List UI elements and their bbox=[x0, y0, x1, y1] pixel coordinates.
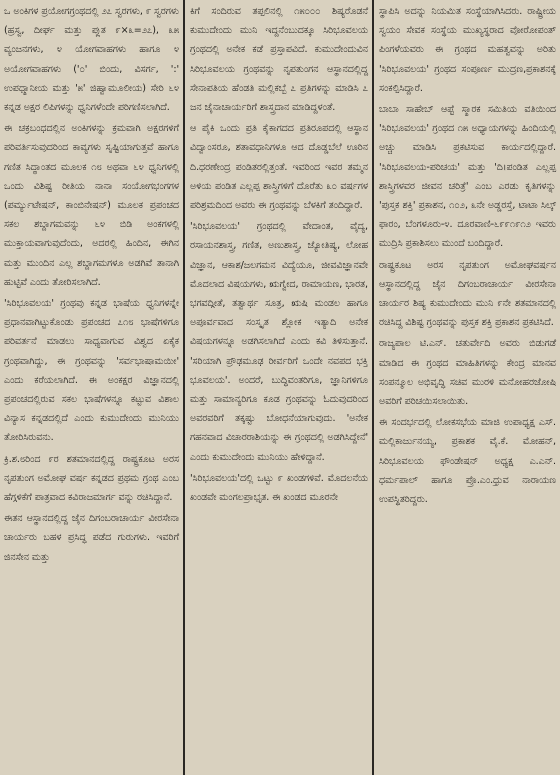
paragraph: ಆ ಪೈಕಿ ಒಂದು ಪ್ರತಿ ಕೈಕಾಗದದ ಪ್ರತಿರೂಪದಲ್ಲಿ ಆಸ್ಥಾನ ವಿದ್ವಾಂಸರೂ, ಶತಾವಧಾನಿಗಳೂ ಆದ ದೊಡ್ಡಬೆಲೆ ಊರಿನ ದಿ.ಧರಣೇಂದ್ರ ಪಂಡಿತರಲ್ಲಿತ್ತಂತೆ. ಇವರಿಂದ ಇವರ ತಮ್ಮನ ಅಳಿಯ ಪಂಡಿತ ಎಲ್ಲಪ್ಪ ಶಾಸ್ತ್ರಿಗಳಿಗೆ ದೊರೆತು ೩೦ ವರ್ಷಗಳ ಪರಿಶ್ರಮದಿಂದ ಅವರು ಈ ಗ್ರಂಥವನ್ನು ಬೆಳಕಿಗೆ ತಂದಿದ್ದಾರೆ. bbox=[190, 123, 368, 212]
article-column-2 bbox=[186, 0, 372, 775]
paragraph: ಒ ಅಂಕಿಗಳ ಪ್ರಯೋಗಗ್ರಂಥದಲ್ಲಿ ೨೭ ಸ್ವರಗಳು, ೯ ಸ್ವರಗಳು (ಹ್ರಸ್ವ, ದೀರ್ಘ ಮತ್ತು ಪ್ಲುತ ೯×೩=೨೭), ೩೫ ವ್ಯಂಜನಗಳು, ೪ ಯೋಗವಾಹಗಳು ಹಾಗೂ ೪ ಅಯೋಗವಾಹಗಳು ('೦' ಬಿಂದು, ವಿಸರ್ಗ, ':' ಉಪಧ್ಮಾನೀಯ ಮತ್ತು '೫' ಜಿಹ್ವಾಮೂಲೀಯ) ಸೇರಿ ೬೪ ಕನ್ನಡ ಅಕ್ಷರ ಲಿಪಿಗಳನ್ನು ಧ್ವನಿಗಳೆಂದೇ ಪರಿಗಣಿಸಲಾಗಿದೆ. bbox=[4, 6, 179, 114]
paragraph: ಕ್ರಿ.ಶ.೮ರಿಂದ ೯ರ ಶತಮಾನದಲ್ಲಿದ್ದ ರಾಷ್ಟ್ರಕೂಟ ಅರಸ ನೃಪತುಂಗ ಅಮೋಘ ವರ್ಷ ಕನ್ನಡದ ಪ್ರಥಮ ಗ್ರಂಥ ಎಂಬ ಹೆಗ್ಗಳಿಕೆಗೆ ಪಾತ್ರವಾದ ಕವಿರಾಜಮಾರ್ಗ ವನ್ನು ರಚಿಸಿದ್ದಾನೆ. bbox=[4, 453, 179, 504]
paragraph: ಕಿಗೆ ಸಂದಿರುವ ತಪ್ಪಲಿನಲ್ಲಿ ೧೫೦೦೦ ಶಿಷ್ಯರೊಡನೆ ಕುಮುದೇಂದು ಮುನಿ ಇದ್ದನೆಂಬುದಕ್ಕೂ ಸಿರಿಭೂವಲಯ ಗ್ರಂಥದಲ್ಲಿ ಅನೇಕ ಕಡೆ ಪ್ರಸ್ತಾಪವಿದೆ. ಕುಮುದೇಂದುವಿನ ಸಿರಿಭೂವಲಯ ಗ್ರಂಥವನ್ನು ನೃಪತುಂಗನ ಆಸ್ಥಾನದಲ್ಲಿದ್ದ ಸೇನಾಪತಿಯ ಹೆಂಡತಿ ಮಲ್ಲಿಕಬ್ಬೆ ೭ ಪ್ರತಿಗಳನ್ನು ಮಾಡಿಸಿ ೭ ಜನ ಜೈನಾಚಾರ್ಯರಿಗೆ ಶಾಸ್ತ್ರದಾನ ಮಾಡಿದ್ದಳಂತೆ. bbox=[190, 6, 368, 114]
article-column-1 bbox=[0, 0, 183, 775]
paragraph: ಈ ಚಕ್ರಬಂಧದಲ್ಲಿನ ಅಂಕಿಗಳನ್ನು ಕ್ರಮವಾಗಿ ಅಕ್ಷರಗಳಿಗೆ ಪರಿವರ್ತಿಸುವುದರಿಂದ ಕಾವ್ಯಗಳು ಸೃಷ್ಟಿಯಾಗುತ್ತವೆ ಹಾಗೂ ಗಣಿತ ಸಿದ್ಧಾಂತದ ಮೂಲಕ ೧೮ ಅಥವಾ ೬೪ ಧ್ವನಿಗಳಲ್ಲಿ ಒಂದು ವಿಶಿಷ್ಟ ರೀತಿಯ ನಾನಾ ಸಂಯೋಗಭಂಗಗಳ (ಪರ್ಮ್ಯುಟೇಷನ್, ಕಾಂಬಿನೇಷನ್) ಮೂಲಕ ಪ್ರಪಂಚದ ಸಕಲ ಶಬ್ದಾಗಮವನ್ನು ೬೪ ಬಿಡಿ ಅಂಕಗಳಲ್ಲಿ ಮುಕ್ತಾಯವಾಗುವುದೆಂದು, ಅದರಲ್ಲಿ ಹಿಂದಿನ, ಈಗಿನ ಮತ್ತು ಮುಂದಿನ ಎಲ್ಲ ಶಬ್ದಾಗಮಗಳೂ ಅಡಗಿವೆ ತಾನಾಗಿ ಹುಟ್ಟಿವೆ ಎಂದು ತೋರಿಸಲಾಗಿದೆ. bbox=[4, 123, 179, 288]
paragraph: 'ಸಿರಿಭೂವಲಯ' ಗ್ರಂಥದಲ್ಲಿ ವೇದಾಂತ, ವೈದ್ಯ, ರಸಾಯನಶಾಸ್ತ್ರ, ಗಣಿತ, ಅಣುಶಾಸ್ತ್ರ, ಜ್ಯೋತಿಷ್ಯ, ಲೋಹ ವಿಜ್ಞಾನ, ಆಕಾಶ/ಜಲಗಮನ ವಿದ್ಯೆಯೂ, ಜೀವವಿಜ್ಞಾನವೇ ಮೊದಲಾದ ವಿಷಯಗಳು, ಋಗ್ವೇದ, ರಾಮಾಯಣ, ಭಾರತ, ಭಗವದ್ಗೀತೆ, ತತ್ವಾರ್ಥ ಸೂತ್ರ, ಋಷಿ ಮಂಡಲ ಹಾಗೂ ಅಪೂರ್ವವಾದ ಸಂಸ್ಕೃತ ಶ್ಲೋಕ ಇತ್ಯಾದಿ ಅನೇಕ ವಿಷಯಗಳನ್ನೂ ಅಡಗಿಸಲಾಗಿದೆ ಎಂದು ಕವಿ ತಿಳಿಸುತ್ತಾನೆ. 'ಸರಿಯಾಗಿ ಪ್ರೌಢಮೂಢ ರೀರ್ವರಿಗೆ ಒಂದೇ ನವಪದ ಭಕ್ತಿ ಭೂವಲಯ'. ಅಂದರೆ, ಬುದ್ಧಿವಂತರಿಗೂ, ಜ್ಞಾನಿಗಳಿಗೂ ಮತ್ತು ಸಾಮಾನ್ಯರಿಗೂ ಕೂಡ ಗ್ರಂಥವನ್ನು ಓದುವುದರಿಂದ ಅವರವರಿಗೆ ತಕ್ಕಷ್ಟು ಬೋಧನೆಯಾಗುವುದು. 'ಅನೇಕ ಗಹನವಾದ ವಿಚಾರರಾಶಿಯನ್ನು ಈ ಗ್ರಂಥದಲ್ಲಿ ಅಡಗಿಸಿದ್ದೇನೆ' ಎಂದು ಕುಮುದೇಂದು ಮುನಿಯು ಹೇಳಿದ್ದಾನೆ. bbox=[190, 221, 368, 463]
paragraph: ರಾಷ್ಟ್ರಕೂಟ ಅರಸ ನೃಪತುಂಗ ಅಮೋಘವರ್ಷನ ಆಸ್ಥಾನದಲ್ಲಿದ್ದ ಜೈನ ದಿಗಂಬರಾಚಾರ್ಯ ವೀರಸೇನಾ ಚಾರ್ಯರ ಶಿಷ್ಯ ಕುಮುದೇಂದು ಮುನಿ ೯ನೇ ಶತಮಾನದಲ್ಲಿ ರಚಿಸಿದ್ದ ವಿಶಿಷ್ಟ ಗ್ರಂಥವನ್ನು ಪುಸ್ತಕ ಶಕ್ತಿ ಪ್ರಕಾಶನ ಪ್ರಕಟಿಸಿದೆ. bbox=[379, 259, 556, 329]
paragraph: ಈ ಸಂದರ್ಭದಲ್ಲಿ ಲೋಕಸಭೆಯ ಮಾಜಿ ಉಪಾಧ್ಯಕ್ಷ ಎಸ್. ಮಲ್ಲಿಕಾರ್ಜುನಯ್ಯ, ಪ್ರಕಾಶಕ ವೈ.ಕೆ. ಮೋಹನ್, ಸಿರಿಭೂವಲಯ ಫೌಂಡೇಷನ್ ಅಧ್ಯಕ್ಷ ಎ.ಎನ್. ಧರ್ಮಪಾಲ್ ಹಾಗೂ ಪ್ರೊ.ಎಂ.ಧ್ರುವ ನಾರಾಯಣ ಉಪಸ್ಥಿತರಿದ್ದರು. bbox=[379, 417, 556, 506]
paragraph: 'ಸಿರಿಭೂವಲಯ'ದಲ್ಲಿ ಒಟ್ಟು ೯ ಖಂಡಗಳಿವೆ. ಮೊದಲನೆಯ ಖಂಡವೇ ಮಂಗಲಪ್ರಾಭೃತ. ಈ ಖಂಡದ ಮೂರನೇ bbox=[190, 472, 368, 504]
paragraph: ರಾಜ್ಯಪಾಲ ಟಿ.ಎನ್. ಚತುರ್ವೇದಿ ಅವರು ಬಿಡುಗಡೆ ಮಾಡಿದ ಈ ಗ್ರಂಥದ ಮಾಹಿತಿಗಳನ್ನು ಕೇಂದ್ರ ಮಾನವ ಸಂಪನ್ಮೂಲ ಅಭಿವೃದ್ಧಿ ಸಚಿವ ಮುರಳಿ ಮನೋಹರಜೋಷಿ ಅವರಿಗೆ ಪರಿಚಯಿಸಲಾಯಿತು. bbox=[379, 338, 556, 408]
column-divider bbox=[183, 0, 185, 775]
article-column-3 bbox=[375, 0, 560, 775]
column-divider bbox=[372, 0, 374, 775]
paragraph: ಸ್ಥಾಪಿಸಿ ಅದನ್ನು ನಿಯಮಿತ ಸಂಸ್ಥೆಯಾಗಿಸಿದರು. ರಾಷ್ಟ್ರೀಯ ಸ್ವಯಂ ಸೇವಕ ಸಂಸ್ಥೆಯ ಮುಖ್ಯಸ್ಥರಾದ ವೋರೋಪಂತ್ ಪಿಂಗಳೆಯವರು ಈ ಗ್ರಂಥದ ಮಹತ್ವವನ್ನು ಅರಿತು 'ಸಿರಿಭೂವಲಯ' ಗ್ರಂಥದ ಸಂಪೂರ್ಣ ಮುದ್ರಣ,ಪ್ರಕಾಶನಕ್ಕೆ ಸಂಕಲ್ಪಿಸಿದ್ದಾರೆ. bbox=[379, 6, 556, 94]
paragraph: ಬಾಬಾ ಸಾಹೇಬ್ ಆಪ್ಟೆ ಸ್ಮಾರಕ ಸಮಿತಿಯ ವತಿಯಿಂದ 'ಸಿರಿಭೂವಲಯ' ಗ್ರಂಥದ ೧೫ ಅಧ್ಯಾಯಗಳನ್ನು ಹಿಂದಿಯಲ್ಲಿ ಅಚ್ಚು ಮಾಡಿಸಿ ಪ್ರಕಟಿಸುವ ಕಾರ್ಯದಲ್ಲಿದ್ದಾರೆ. 'ಸಿರಿಭೂವಲಯ-ಪರಿಚಯ' ಮತ್ತು 'ದಿ।ಪಂಡಿತ ಎಲ್ಲಪ್ಪ ಶಾಸ್ತ್ರಿಗಳವರ ಜೀವನ ಚರಿತ್ರೆ' ಎಂಬ ಎರಡು ಕೃತಿಗಳನ್ನು 'ಪುಸ್ತಕ ಶಕ್ತಿ' ಪ್ರಕಾಶನ, ೧೦೨, ೩ನೇ ಅಡ್ಡರಸ್ತೆ, ಟಾಟಾ ಸಿಲ್ಕ್ ಫಾರಂ, ಬೆಂಗಳೂರು-೪. ದೂರವಾಣಿ-೬೯೯೧೯೧೨ ಇವರು ಮುದ್ರಿಸಿ ಪ್ರಕಾಶಿಸಲು ಮುಂದೆ ಬಂದಿದ್ದಾರೆ. bbox=[379, 104, 556, 250]
paragraph: 'ಸಿರಿಭೂವಲಯ' ಗ್ರಂಥವು ಕನ್ನಡ ಭಾಷೆಯ ಧ್ವನಿಗಳನ್ನೇ ಪ್ರಧಾನವಾಗಿಟ್ಟುಕೊಂಡು ಪ್ರಪಂಚದ ೭೧೮ ಭಾಷೆಗಳಿಗೂ ಪರಿವರ್ತನೆ ಮಾಡಲು ಸಾಧ್ಯವಾಗುವ ವಿಶ್ವದ ಏಕೈಕ ಗ್ರಂಥವಾಗಿದ್ದು, ಈ ಗ್ರಂಥವನ್ನು 'ಸರ್ವಭಾಷಾಮಯೀ' ಎಂದು ಕರೆಯಲಾಗಿದೆ. ಈ ಅಂಕಕ್ಷರ ವಿಜ್ಞಾನದಲ್ಲಿ ಪ್ರಪಂಚದಲ್ಲಿರುವ ಸಕಲ ಭಾಷೆಗಳನ್ನೂ ಕಟ್ಟುವ ವಿಶಾಲ ವಿನ್ಯಾಸ ಕನ್ನಡದಲ್ಲಿದೆ ಎಂದು ಕುಮುದೇಂದು ಮುನಿಯು ತೋರಿಸಿರುವನು. bbox=[4, 298, 179, 444]
paragraph: ಈತನ ಆಸ್ಥಾನದಲ್ಲಿದ್ದ ಜೈನ ದಿಗಂಬರಾಚಾರ್ಯ ವೀರಸೇನಾ ಚಾರ್ಯರು ಬಹಳ ಪ್ರಸಿದ್ಧ ಪಡೆದ ಗುರುಗಳು. ಇವರಿಗೆ ಜಿನಸೇನ ಮತ್ತು bbox=[4, 513, 179, 563]
